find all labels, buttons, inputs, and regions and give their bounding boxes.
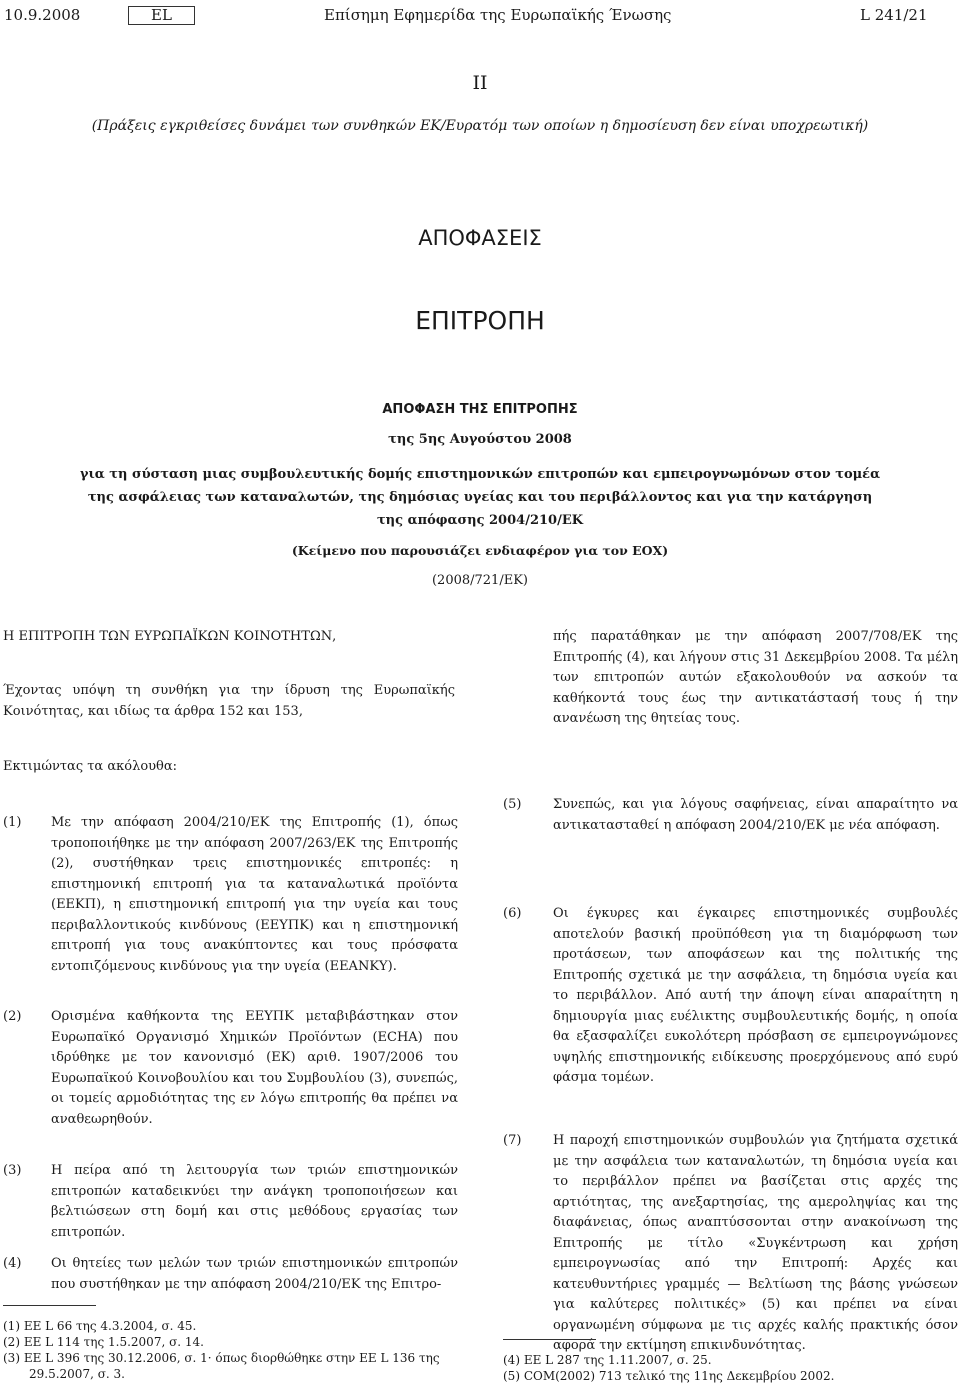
recital-text: Οι θητείες των μελών των τριών επιστημονικών επιτροπών που συστήθηκαν με την απόφαση 2004/210/ΕΚ της Επιτρο- — [51, 1256, 458, 1292]
recital-text: Συνεπώς, και για λόγους σαφήνειας, είναι απαραίτητο να αντικατασταθεί η απόφαση 2004/210/ΕΚ με νέα απόφαση. — [553, 797, 958, 833]
recital-text: Με την απόφαση 2004/210/ΕΚ της Επιτροπής (1), όπως τροποποιήθηκε με την απόφαση 2007/263/ΕΚ της Επιτροπής (2), συστήθηκαν τρεις επιστημονικές επιτροπές: η επιστημονική επιτροπή για τα καταναλωτικά προϊόντα (ΕΕΚΠ), η επιστημονική επιτροπή για την υγεία και τους περιβαλλοντικούς κινδύνους (ΕΕΥΠΚ) και η επιστημονική επιτροπή για τους ανακύπτοντες και τους πρόσφατα εντοπιζόμενους κινδύνους για την υγεία (ΕΕΑΝΚΥ). — [51, 815, 458, 974]
decision-subject-line: της απόφασης 2004/210/ΕΚ — [376, 513, 584, 528]
heading-commission: ΕΠΙΤΡΟΠΗ — [415, 306, 545, 335]
recital-text: Οι έγκυρες και έγκαιρες επιστημονικές συμβουλές αποτελούν βασική προϋπόθεση για τη διαμόρφωση των προτάσεων, των αποφάσεων και της πολιτικής της Επιτροπής σχετικά με την ασφάλεια, τη δημόσια υγεία και το περιβάλλον. Από αυτή την άποψη είναι απαραίτητη η δημιουργία μιας ευέλικτης συμβουλευτικής δομής, η οποία θα εξασφαλίζει ευκολότερη πρόσβαση σε εμπειρογνώμονες υψηλής επιστημονικής ειδίκευσης προερχόμενους από ευρύ φάσμα τομέων. — [553, 906, 958, 1085]
section-number: II — [472, 72, 488, 94]
footnote-rule — [503, 1339, 596, 1340]
recital-number: (2) — [3, 1009, 22, 1024]
journal-title: Επίσημη Εφημερίδα της Ευρωπαϊκής Ένωσης — [324, 6, 672, 24]
preamble-having-regard: Έχοντας υπόψη τη συνθήκη για την ίδρυση της Ευρωπαϊκής Κοινότητας, και ιδίως τα άρθρα 152 και 153, — [3, 683, 455, 719]
preamble-whereas: Εκτιμώντας τα ακόλουθα: — [3, 759, 178, 774]
decision-date: της 5ης Αυγούστου 2008 — [388, 432, 572, 447]
footnote: (2) ΕΕ L 114 της 1.5.2007, σ. 14. — [3, 1335, 204, 1349]
recital-text: Ορισμένα καθήκοντα της ΕΕΥΠΚ μεταβιβάστηκαν στον Ευρωπαϊκό Οργανισμό Χημικών Προϊόντων (ECHA) που ιδρύθηκε με τον κανονισμό (ΕΚ) αριθ. 1907/2006 του Ευρωπαϊκού Κοινοβουλίου και του Συμβουλίου (3), συνεπώς, οι τομείς αρμοδιότητας της εν λόγω επιτροπής θα πρέπει να αναθεωρηθούν. — [51, 1009, 458, 1127]
footnote: (3) ΕΕ L 396 της 30.12.2006, σ. 1· όπως διορθώθηκε στην ΕΕ L 136 της 29.5.2007, σ. 3. — [3, 1351, 440, 1381]
recital-number: (4) — [3, 1256, 22, 1271]
language-code: EL — [128, 6, 195, 25]
recital-text: Η πείρα από τη λειτουργία των τριών επιστημονικών επιτροπών καταδεικνύει την ανάγκη τροποποιήσεων και βελτιώσεων στη δομή και στις μεθόδους εργασίας των επιτροπών. — [51, 1163, 458, 1240]
recital-number: (6) — [503, 906, 522, 921]
footnote-rule — [3, 1305, 96, 1306]
decision-subject-line: για τη σύσταση μιας συμβουλευτικής δομής επιστημονικών επιτροπών και εμπειρογνωμόνων στον τομέα — [79, 467, 881, 482]
page-reference: L 241/21 — [860, 6, 928, 24]
journal-date: 10.9.2008 — [4, 6, 81, 24]
recital-number: (3) — [3, 1163, 22, 1178]
decision-reference: (2008/721/ΕΚ) — [431, 573, 528, 588]
footnote: (4) ΕΕ L 287 της 1.11.2007, σ. 25. — [503, 1353, 712, 1367]
section-subtitle: (Πράξεις εγκριθείσες δυνάμει των συνθηκών ΕΚ/Ευρατόμ των οποίων η δημοσίευση δεν είναι υποχρεωτική) — [91, 118, 869, 134]
recital-number: (5) — [503, 797, 522, 812]
recital-number: (1) — [3, 815, 22, 830]
decision-subject-line: της ασφάλειας των καταναλωτών, της δημόσιας υγείας και του περιβάλλοντος και για την κατάργηση — [87, 490, 873, 505]
eea-relevance: (Κείμενο που παρουσιάζει ενδιαφέρον για τον ΕΟΧ) — [291, 543, 669, 558]
footnote: (5) COM(2002) 713 τελικό της 11ης Δεκεμβρίου 2002. — [503, 1369, 835, 1383]
preamble-right-continuation: πής παρατάθηκαν με την απόφαση 2007/708/ΕΚ της Επιτροπής (4), και λήγουν στις 31 Δεκεμβρίου 2008. Τα μέλη των επιτροπών αυτών εξακολουθούν να ασκούν τα καθήκοντά τους έως την αντικατάστασή τους ή την ανανέωση της θητείας τους. — [553, 629, 958, 726]
decision-subject — [0, 463, 960, 532]
footnotes-right — [503, 1352, 958, 1384]
preamble-commission: Η ΕΠΙΤΡΟΠΗ ΤΩΝ ΕΥΡΩΠΑΪΚΩΝ ΚΟΙΝΟΤΗΤΩΝ, — [3, 629, 337, 644]
recital-text: Η παροχή επιστημονικών συμβουλών για ζητήματα σχετικά με την ασφάλεια των καταναλωτών, τη δημόσια υγεία και το περιβάλλον πρέπει να βασίζεται στις αρχές της αρτιότητας, της ανεξαρτησίας, της αμεροληψίας και της διαφάνειας, όπως αναπτύσσονται στην ανακοίνωση της Επιτροπής με τίτλο «Συγκέντρωση και χρήση εμπειρογνωσίας από την Επιτροπή: Αρχές και κατευθυντήριες γραμμές — Βελτίωση της βάσης γνώσεων για καλύτερες πολιτικές» (5) και πρέπει να είναι οργανωμένη σύμφωνα με τις αρχές καλής πρακτικής όσον αφορά την εκτίμηση επικινδυνότητας. — [553, 1133, 958, 1353]
footnotes-left — [3, 1318, 458, 1382]
recital-number: (7) — [503, 1133, 522, 1148]
heading-decisions: ΑΠΟΦΑΣΕΙΣ — [418, 226, 542, 250]
decision-title: ΑΠΟΦΑΣΗ ΤΗΣ ΕΠΙΤΡΟΠΗΣ — [382, 402, 578, 417]
footnote: (1) ΕΕ L 66 της 4.3.2004, σ. 45. — [3, 1319, 197, 1333]
